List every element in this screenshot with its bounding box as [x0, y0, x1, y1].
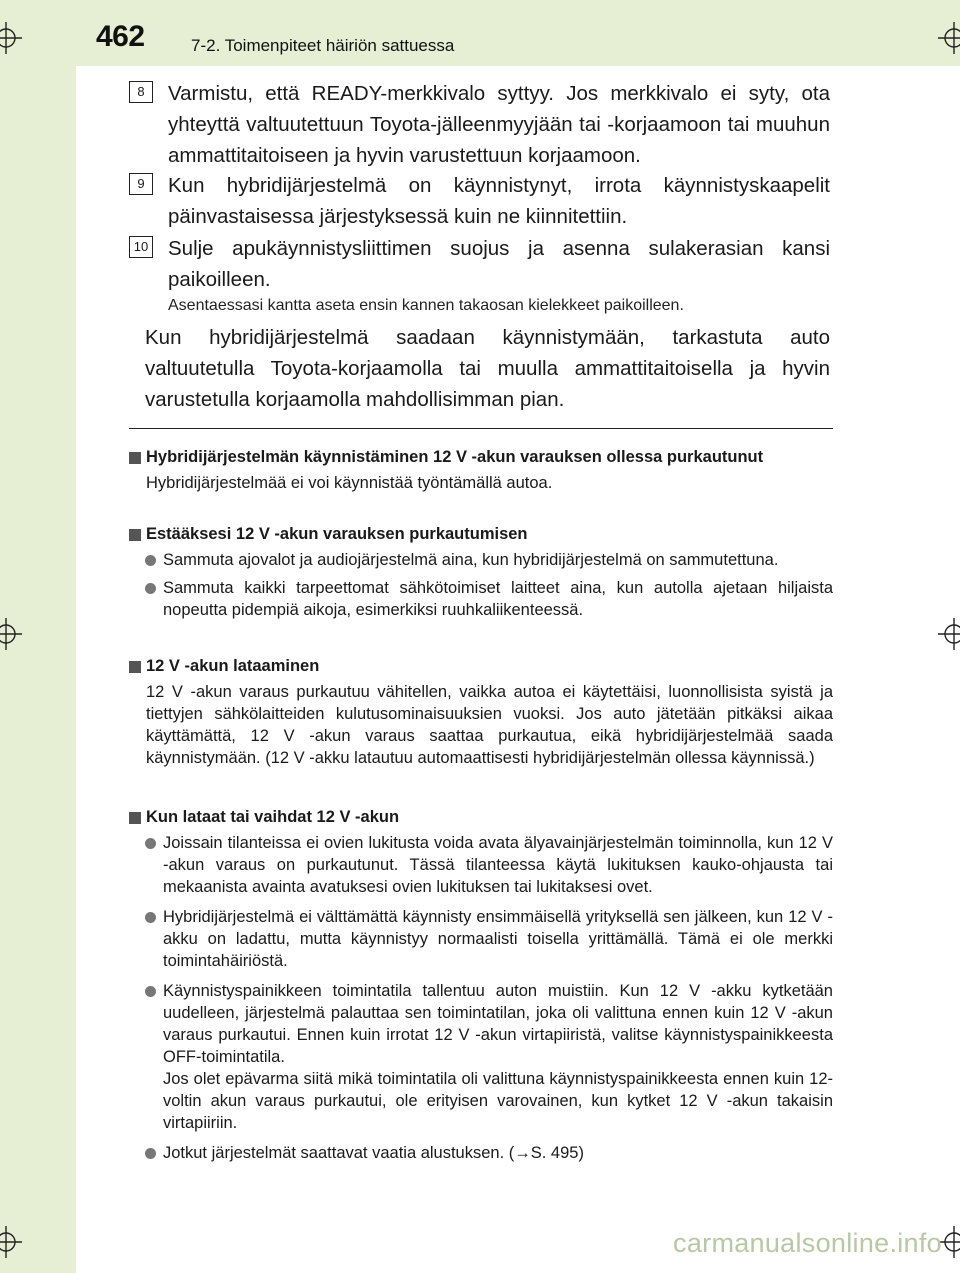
square-bullet-icon — [129, 812, 141, 824]
section-heading: Estääksesi 12 V -akun varauksen purkautumisen — [129, 523, 833, 545]
list-item: Jotkut järjestelmät saattavat vaatia alustuksen. (→S. 495) — [129, 1142, 833, 1164]
registration-mark-icon — [938, 618, 960, 650]
section-title: 7-2. Toimenpiteet häiriön sattuessa — [191, 36, 455, 55]
page-number: 462 — [96, 20, 145, 53]
round-bullet-icon — [145, 986, 156, 997]
square-bullet-icon — [129, 661, 141, 673]
step-text: Sulje apukäynnistysliittimen suojus ja asenna sulakerasian kansi paikoilleen. — [168, 237, 830, 291]
registration-mark-icon — [0, 618, 22, 650]
info-section-prevent-discharge — [129, 523, 833, 621]
section-heading: Kun lataat tai vaihdat 12 V -akun — [129, 806, 833, 828]
list-item: Sammuta ajovalot ja audiojärjestelmä aina, kun hybridijärjestelmä on sammutettuna. — [129, 549, 833, 571]
round-bullet-icon — [145, 838, 156, 849]
registration-mark-icon — [0, 1226, 22, 1258]
divider — [129, 428, 833, 429]
round-bullet-icon — [145, 1148, 156, 1159]
list-item: Käynnistyspainikkeen toimintatila tallentuu auton muistiin. Kun 12 V -akku kytketään uudelleen, järjestelmä palauttaa sen toimintatilan, joka oli valittuna ennen kuin 12 V -akun varaus purkautui. Ennen kuin irrotat 12 V -akun virtapiiristä, valitse käynnistyspainikkeesta OFF-toimintatila. Jos olet epävarma siitä mikä toimintatila oli valittuna käynnistyspainikkeesta ennen kuin 12-voltin akun varaus purkautui, ole erityisen varovainen, kun kytket 12 V -akun takaisin virtapiiriin. — [129, 980, 833, 1134]
summary-paragraph: Kun hybridijärjestelmä saadaan käynnistymään, tarkastuta auto valtuutetulla Toyota-korjaamolla tai muulla ammattitaitoisella ja hyvin varustetulla korjaamolla mahdollisimman pian. — [145, 326, 830, 411]
step-number-badge: 9 — [129, 173, 153, 195]
square-bullet-icon — [129, 529, 141, 541]
round-bullet-icon — [145, 583, 156, 594]
registration-mark-icon — [938, 22, 960, 54]
list-item-continuation: Jos olet epävarma siitä mikä toimintatila oli valittuna käynnistyspainikkeesta ennen kuin 12-voltin akun varaus purkautui, ole erityisen varovainen, kun kytket 12 V -akun takaisin virtapiiriin. — [163, 1070, 833, 1132]
site-watermark: carmanualsonline.info — [673, 1228, 942, 1258]
info-section-charging — [129, 655, 833, 769]
section-heading: Hybridijärjestelmän käynnistäminen 12 V -akun varauksen ollessa purkautunut — [129, 446, 833, 468]
square-bullet-icon — [129, 452, 141, 464]
step-10 — [129, 233, 830, 295]
step-text: Kun hybridijärjestelmä on käynnistynyt, irrota käynnistyskaapelit päinvastaisessa järjestyksessä kuin ne kiinnitettiin. — [168, 174, 830, 228]
list-item: Hybridijärjestelmä ei välttämättä käynnisty ensimmäisellä yrityksellä sen jälkeen, kun 12 V -akku on ladattu, mutta käynnistyy normaalisti toisella yrittämällä. Tämä ei ole merkki toimintahäiriöstä. — [129, 906, 833, 972]
info-section-starting — [129, 446, 833, 494]
step-number-badge: 10 — [129, 236, 153, 258]
registration-mark-icon — [0, 22, 22, 54]
section-body: Hybridijärjestelmää ei voi käynnistää työntämällä autoa. — [146, 474, 553, 492]
list-item: Sammuta kaikki tarpeettomat sähkötoimiset laitteet aina, kun autolla ajetaan hiljaista nopeutta pidempiä aikoja, esimerkiksi ruuhkaliikenteessä. — [129, 577, 833, 621]
info-section-replacing — [129, 806, 833, 1164]
step-text: Varmistu, että READY-merkkivalo syttyy. Jos merkkivalo ei syty, ota yhteyttä valtuutettuun Toyota-jälleenmyyjään tai -korjaamoon tai muuhun ammattitaitoiseen ja hyvin varustettuun korjaamoon. — [168, 82, 830, 167]
section-body: 12 V -akun varaus purkautuu vähitellen, vaikka autoa ei käytettäisi, luonnollisista syistä ja tiettyjen sähkölaitteiden kulutusominaisuuksien vuoksi. Jos auto jätetään pitkäksi aikaa käyttämättä, 12 V -akun varaus saattaa purkautua, eikä hybridijärjestelmää saada käynnistymään. (12 V -akku latautuu automaattisesti hybridijärjestelmän ollessa käynnissä.) — [146, 683, 833, 767]
header-band — [76, 0, 960, 66]
round-bullet-icon — [145, 912, 156, 923]
section-heading: 12 V -akun lataaminen — [129, 655, 833, 677]
list-item: Joissain tilanteissa ei ovien lukitusta voida avata älyavainjärjestelmän toiminnolla, kun 12 V -akun varaus on purkautunut. Tässä tilanteessa käytä lukituksen kauko-ohjausta tai mekaanista avainta avatuksesi ovien lukituksen tai lukitaksesi ovet. — [129, 832, 833, 898]
step-10-note: Asentaessasi kantta aseta ensin kannen takaosan kielekkeet paikoilleen. — [168, 297, 684, 314]
step-8 — [129, 78, 830, 171]
round-bullet-icon — [145, 555, 156, 566]
step-number-badge: 8 — [129, 81, 153, 103]
step-9 — [129, 170, 830, 232]
